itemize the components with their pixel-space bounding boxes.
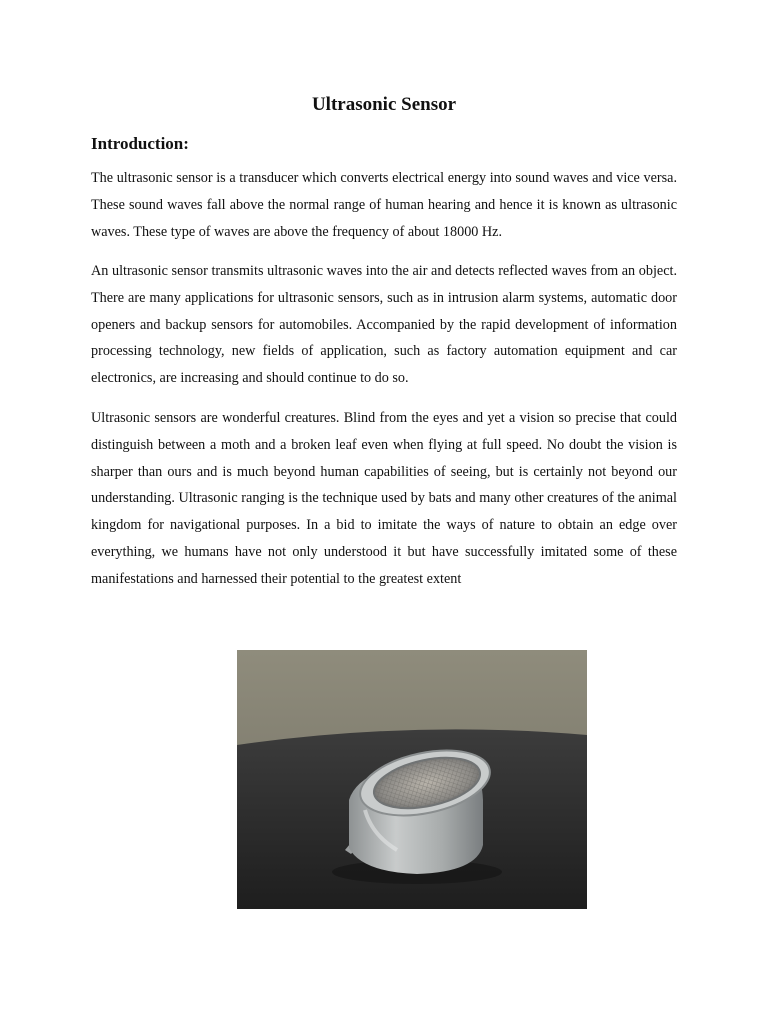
- sensor-photo-illustration: [237, 650, 587, 909]
- section-heading-introduction: Introduction:: [91, 134, 189, 153]
- paragraph-2: An ultrasonic sensor transmits ultrasonic waves into the air and detects reflected waves from an object. There are many applications for ultrasonic sensors, such as in intrusion alarm systems, automatic door openers and backup sensors for automobiles. Accompanied by the rapid development of information processing technology, new fields of application, such as factory automation equipment and car electronics, are increasing and should continue to do so.: [91, 263, 677, 387]
- paragraph-1: The ultrasonic sensor is a transducer which converts electrical energy into sound waves and vice versa. These sound waves fall above the normal range of human hearing and hence it is known as ultrasonic waves. These type of waves are above the frequency of about 18000 Hz.: [91, 170, 677, 240]
- paragraph-3: Ultrasonic sensors are wonderful creatures. Blind from the eyes and yet a vision so precise that could distinguish between a moth and a broken leaf even when flying at full speed. No doubt the vision is sharper than ours and is much beyond human capabilities of seeing, but is certainly not beyond our understanding. Ultrasonic ranging is the technique used by bats and many other creatures of the animal kingdom for navigational purposes. In a bid to imitate the ways of nature to obtain an edge over everything, we humans have not only understood it but have successfully imitated some of these manifestations and harnessed their potential to the greatest extent: [91, 410, 677, 587]
- document-title: Ultrasonic Sensor: [311, 94, 457, 115]
- ultrasonic-sensor-photo: [237, 650, 587, 909]
